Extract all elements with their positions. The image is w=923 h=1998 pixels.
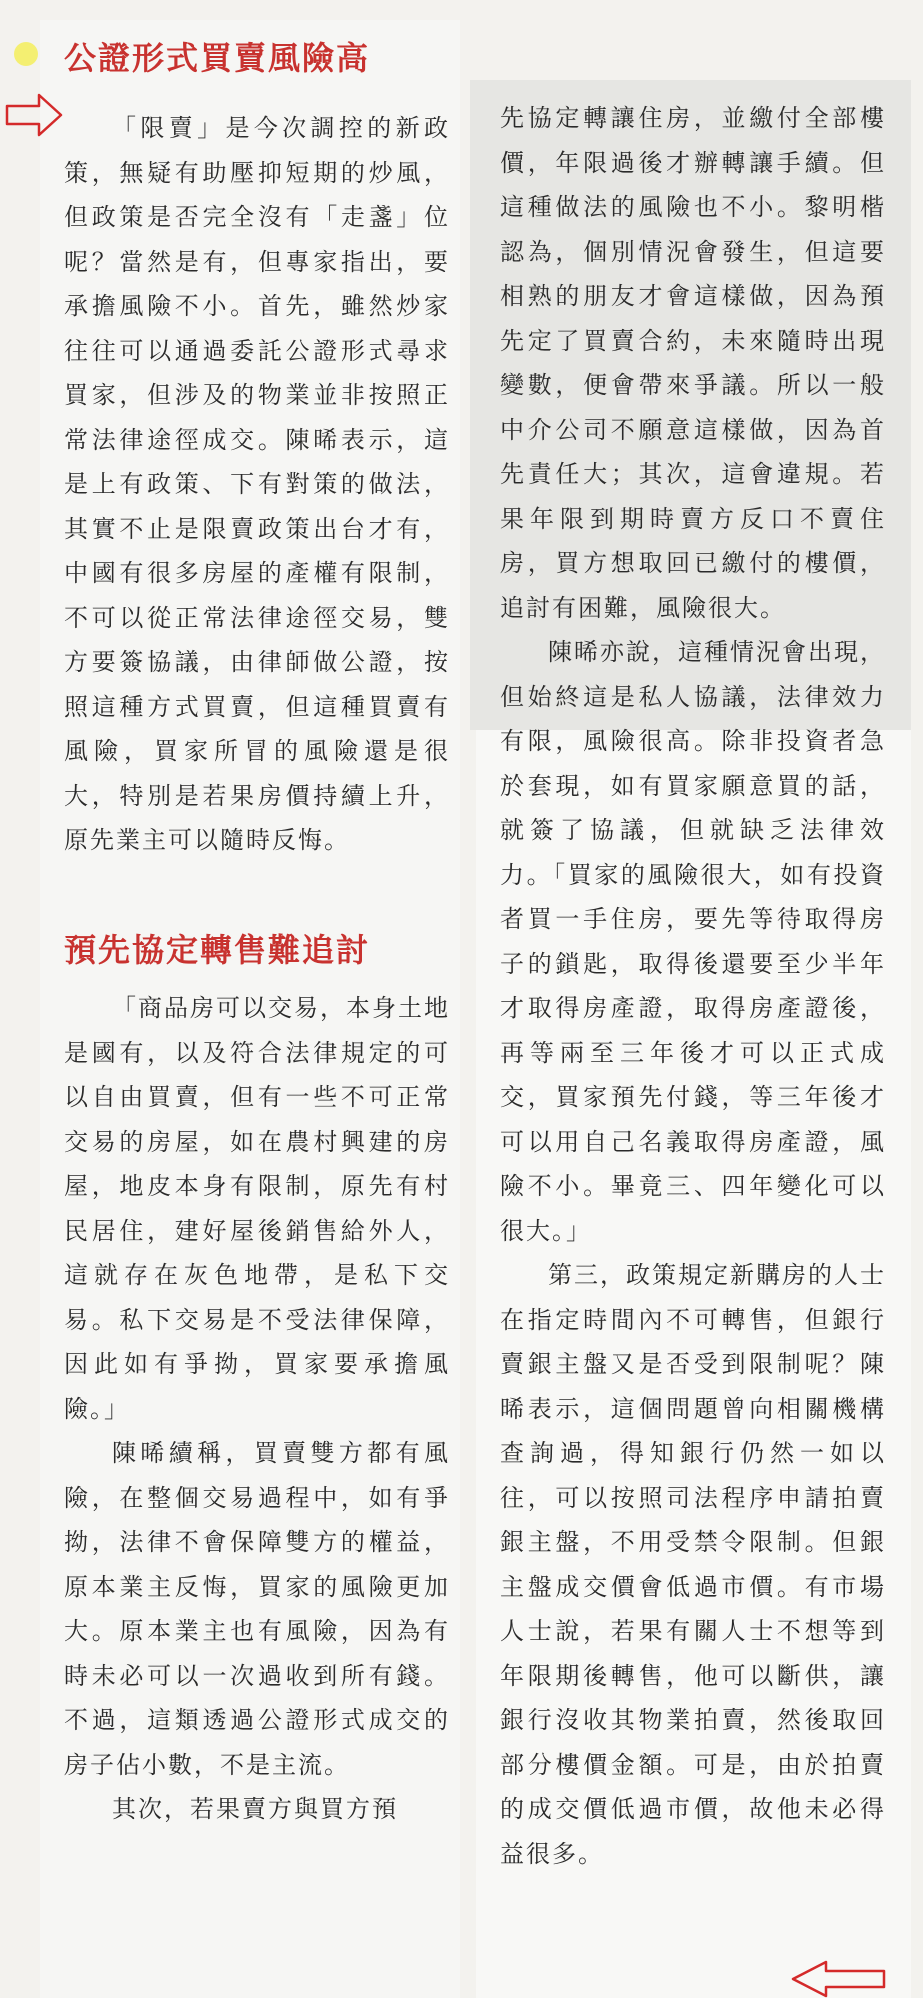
paragraph: 第三，政策規定新購房的人士在指定時間內不可轉售，但銀行賣銀主盤又是否受到限制呢？陳晞表示，這個問題曾向相關機構查詢過，得知銀行仍然一如以往，可以按照司法程序申請拍賣銀主盤，不用受禁令限制。但銀主盤成交價會低過市價。有市場人士說，若果有關人士不想等到年限期後轉售，他可以斷供，讓銀行沒收其物業拍賣，然後取回部分樓價金額。可是，由於拍賣的成交價低過市價，故他未必得益很多。 [500,1261,886,1868]
paragraph: 先協定轉讓住房，並繳付全部樓價，年限過後才辦轉讓手續。但這種做法的風險也不小。黎明楷認為，個別情況會發生，但這要相熟的朋友才會這樣做，因為預先定了買賣合約，未來隨時出現變數，便會帶來爭議。所以一般中介公司不願意這樣做，因為首先責任大；其次，這會違規。若果年限到期時賣方反口不賣住房，買方想取回已繳付的樓價，追討有困難，風險很大。 [500,104,886,622]
arrow-right-icon [5,92,63,138]
section-heading-2: 預先協定轉售難追討 [64,931,371,969]
paragraph: 陳晞續稱，買賣雙方都有風險，在整個交易過程中，如有爭拗，法律不會保障雙方的權益，原本業主反悔，買家的風險更加大。原本業主也有風險，因為有時未必可以一次過收到所有錢。不過，這類透過公證形式成交的房子佔小數，不是主流。 [64,1439,450,1779]
paragraph: 其次，若果賣方與買方預 [112,1795,398,1823]
paragraph: 「商品房可以交易，本身土地是國有，以及符合法律規定的可以自由買賣，但有一些不可正常交易的房屋，如在農村興建的房屋，地皮本身有限制，原先有村民居住，建好屋後銷售給外人，這就存在灰色地帶，是私下交易。私下交易是不受法律保障，因此如有爭拗，買家要承擔風險。」 [64,994,450,1423]
left-column-text-b [64,986,450,1832]
right-column-text [500,96,886,1876]
arrow-left-icon [790,1960,886,1998]
highlighter-mark [14,42,38,66]
paragraph: 陳晞亦說，這種情況會出現，但始終這是私人協議，法律效力有限，風險很高。除非投資者急於套現，如有買家願意買的話，就簽了協議，但就缺乏法律效力。「買家的風險很大，如有投資者買一手住房，要先等待取得房子的鎖匙，取得後還要至少半年才取得房產證，取得房產證後，再等兩至三年後才可以正式成交，買家預先付錢，等三年後才可以用自己名義取得房產證，風險不小。畢竟三、四年變化可以很大。」 [500,638,886,1245]
section-heading-1: 公證形式買賣風險高 [64,39,371,77]
paragraph: 「限賣」是今次調控的新政策，無疑有助壓抑短期的炒風，但政策是否完全沒有「走盞」位呢？當然是有，但專家指出，要承擔風險不小。首先，雖然炒家往往可以通過委託公證形式尋求買家，但涉及的物業並非按照正常法律途徑成交。陳晞表示，這是上有政策、下有對策的做法，其實不止是限賣政策出台才有，中國有很多房屋的產權有限制，不可以從正常法律途徑交易，雙方要簽協議，由律師做公證，按照這種方式買賣，但這種買賣有風險，買家所冒的風險還是很大，特別是若果房價持續上升，原先業主可以隨時反悔。 [64,114,450,854]
left-column-text-a [64,106,450,863]
